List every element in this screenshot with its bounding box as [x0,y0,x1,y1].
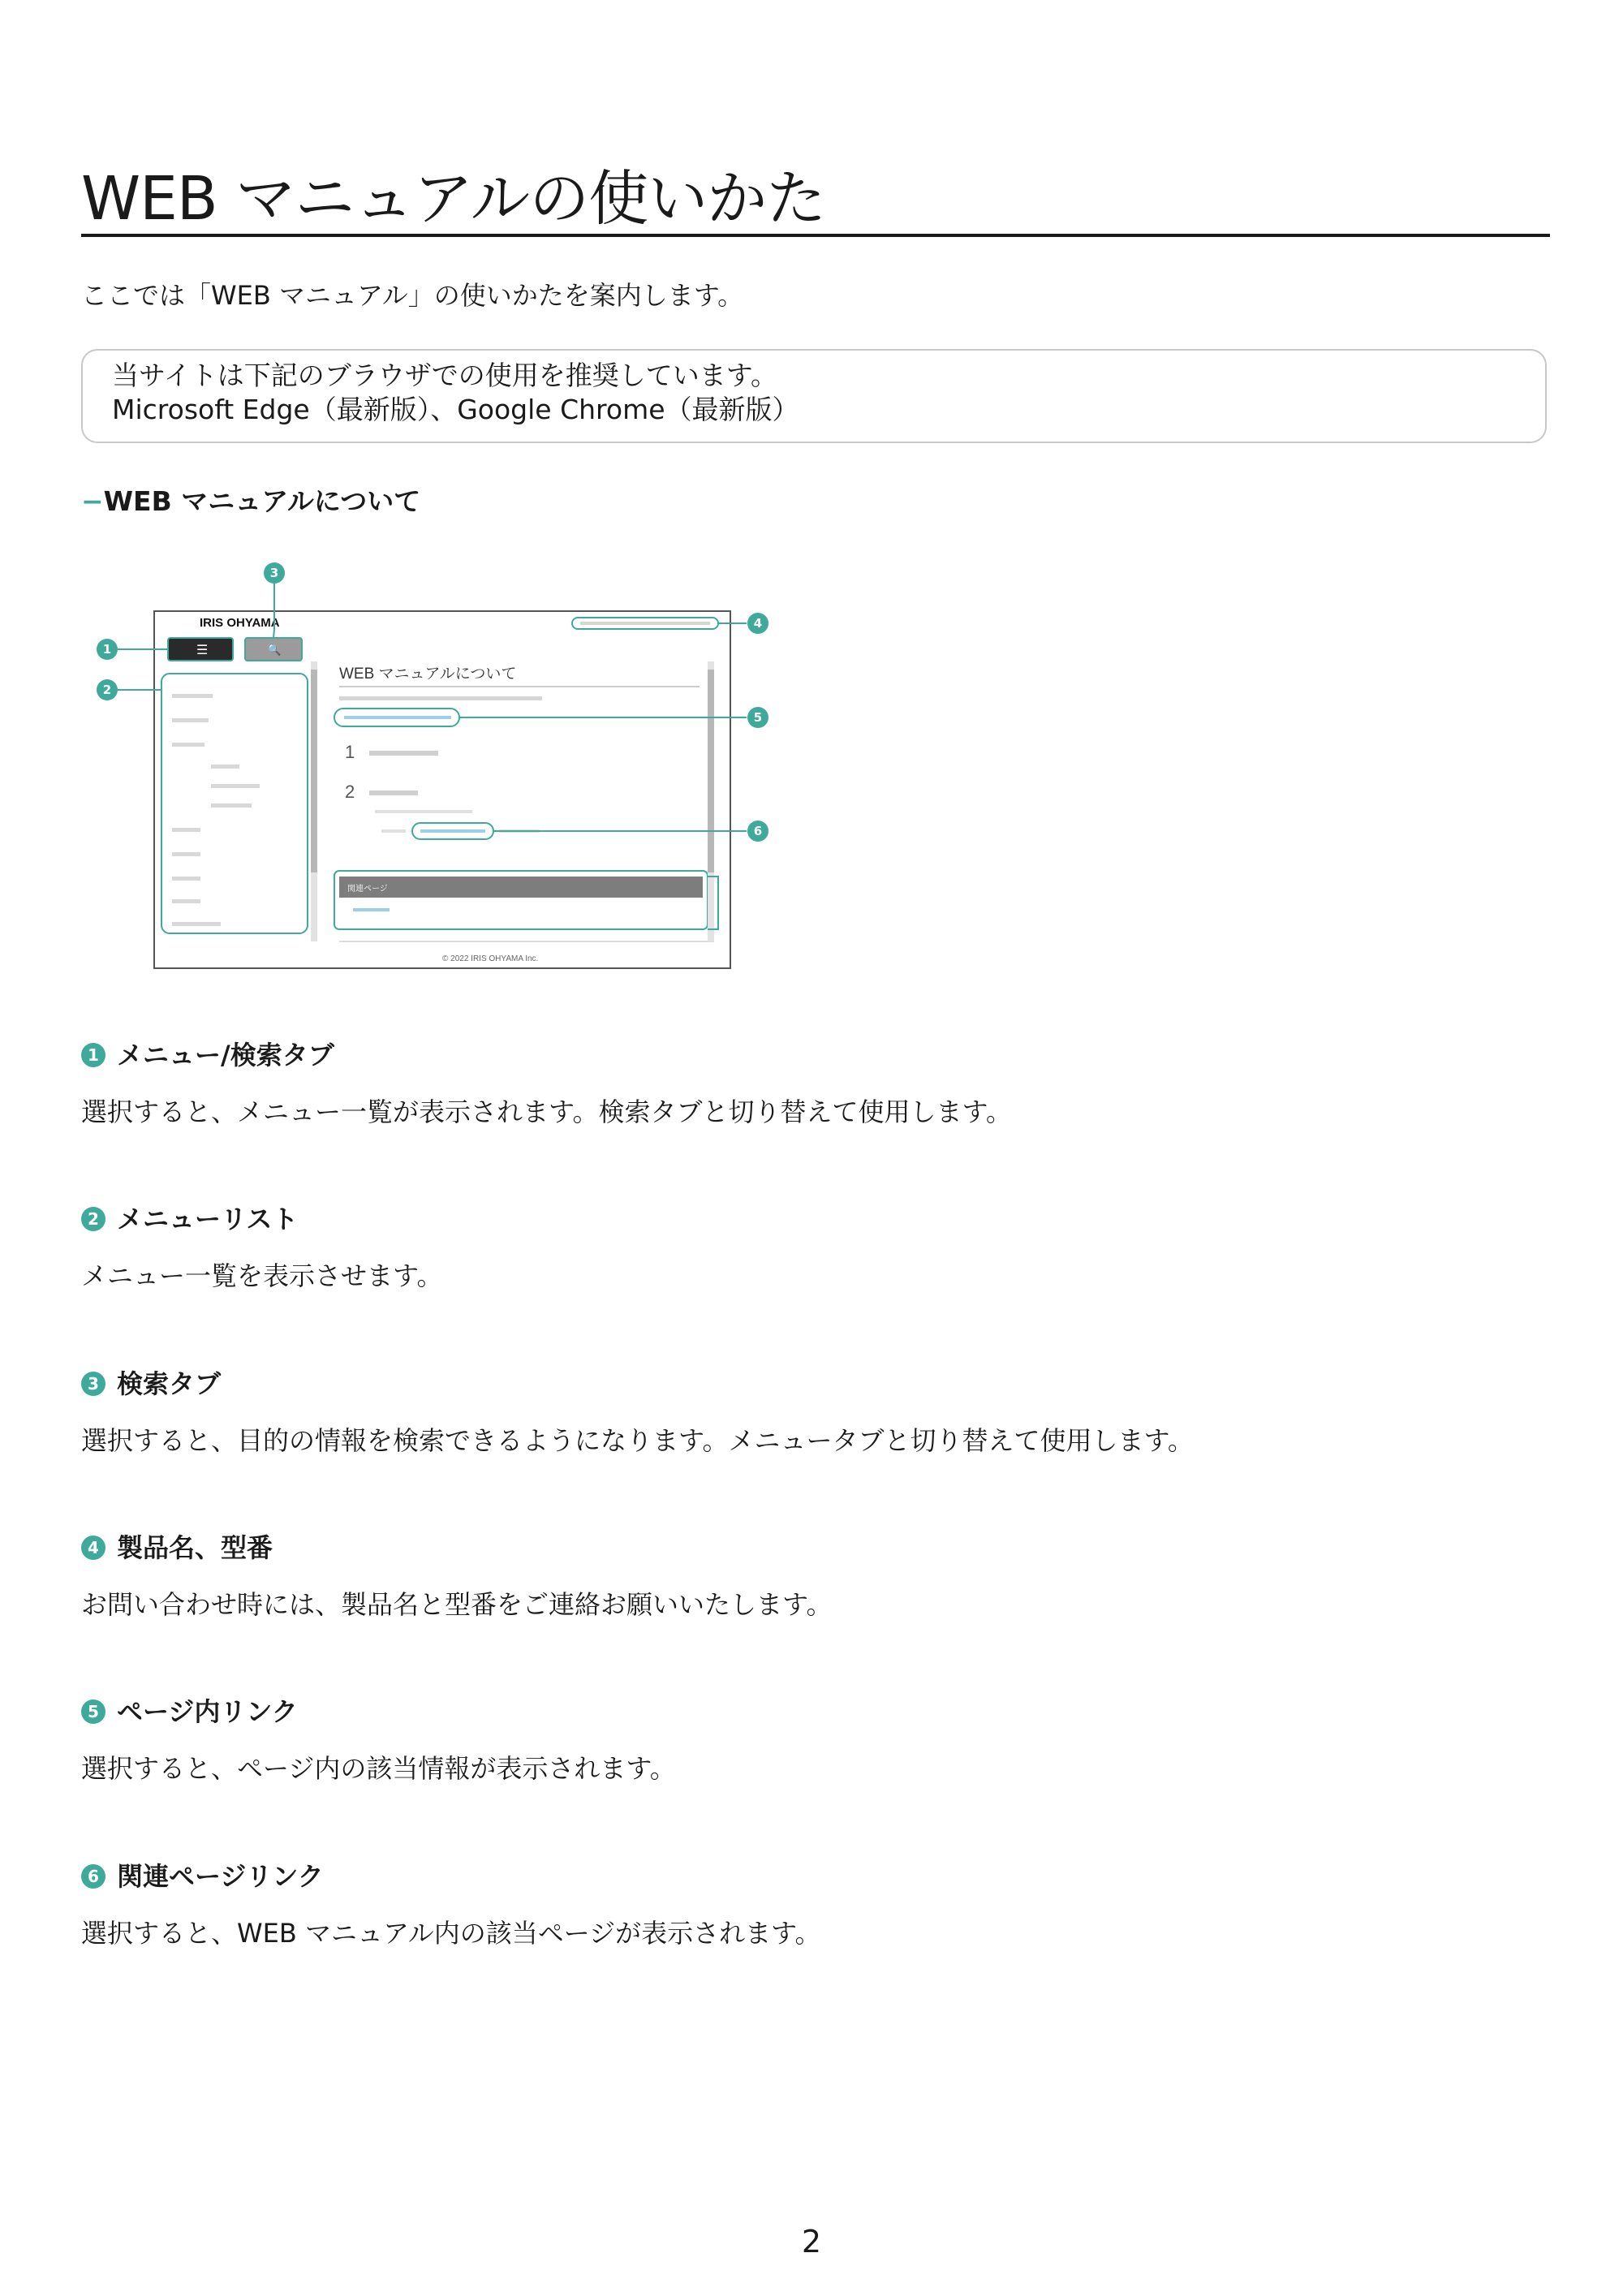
section-heading-text: WEB マニュアルについて [103,485,421,517]
page-title: WEB マニュアルの使いかた [81,164,826,234]
item-number-badge: 3 [81,1372,105,1396]
diagram-page-heading: WEB マニュアルについて [339,666,517,683]
item-menu-list [81,1201,442,1294]
item-description: 選択すると、WEB マニュアル内の該当ページが表示されます。 [81,1918,821,1949]
callout-3: 3 [269,566,279,580]
item-number-badge: 5 [81,1699,105,1724]
item-title: 製品名、型番 [117,1532,273,1563]
item-search-tab [81,1366,1194,1458]
item-description: お問い合わせ時には、製品名と型番をご連絡お願いいたします。 [81,1589,833,1620]
callout-5: 5 [753,710,763,725]
diagram-step-2: 2 [345,782,355,802]
item-title: メニューリスト [117,1204,299,1234]
browser-note-line2: Microsoft Edge（最新版）、Google Chrome（最新版） [112,394,799,425]
diagram-step-1: 1 [345,742,355,762]
item-in-page-link [81,1694,676,1786]
browser-note-box [81,349,1547,443]
item-menu-search-tab [81,1037,1012,1130]
callout-2: 2 [102,683,112,697]
screenshot-frame [154,611,730,968]
title-underline [81,234,1550,237]
diagram-search-icon: 🔍 [267,644,282,657]
diagram-logo: IRIS OHYAMA [200,616,280,630]
item-title: 関連ページリンク [117,1861,324,1892]
item-number-badge: 1 [81,1043,105,1067]
item-related-page-link [81,1859,821,1951]
page-number: 2 [801,2224,822,2259]
intro-text: ここでは「WEB マニュアル」の使いかたを案内します。 [81,280,744,311]
item-title: 検索タブ [117,1368,222,1399]
diagram-related-header: 関連ページ [347,885,388,894]
item-description: 選択すると、メニュー一覧が表示されます。検索タブと切り替えて使用します。 [81,1096,1012,1127]
item-title: メニュー/検索タブ [117,1040,334,1070]
diagram-footer: © 2022 IRIS OHYAMA Inc. [442,954,539,963]
item-number-badge: 6 [81,1864,105,1889]
item-description: 選択すると、目的の情報を検索できるようになります。メニュータブと切り替えて使用します。 [81,1425,1194,1456]
item-description: メニュー一覧を表示させます。 [81,1260,443,1291]
section-heading-dash: − [81,485,104,517]
callout-6: 6 [753,824,763,838]
item-number-badge: 2 [81,1207,105,1231]
web-manual-diagram [81,560,812,982]
callout-4: 4 [753,616,763,631]
item-product-model [81,1530,832,1622]
item-description: 選択すると、ページ内の該当情報が表示されます。 [81,1753,676,1784]
callout-1: 1 [102,642,112,657]
item-title: ページ内リンク [117,1696,298,1727]
diagram-menu-icon: ☰ [196,642,209,657]
item-number-badge: 4 [81,1536,105,1560]
browser-note-line1: 当サイトは下記のブラウザでの使用を推奨しています。 [112,360,778,391]
section-heading [81,484,420,519]
